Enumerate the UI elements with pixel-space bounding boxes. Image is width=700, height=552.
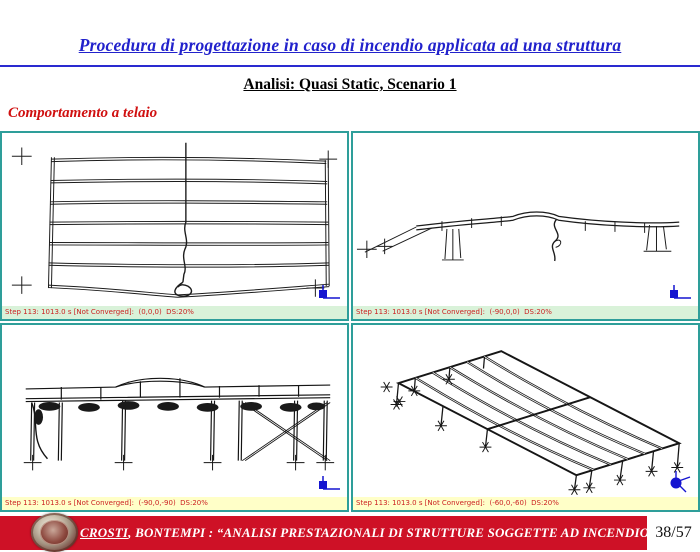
- page-number: 38/57: [655, 524, 692, 541]
- plan-view-drawing-area: [2, 133, 347, 306]
- solver-status-bar: Step 113: 1013.0 s [Not Converged]: (0,0,0) DS:20%: [2, 306, 347, 319]
- viewport-panel-3d: [351, 323, 700, 513]
- slide-footer: [0, 516, 700, 550]
- xy-axis-triad-icon: [316, 282, 342, 304]
- frame-plan-drawing: [2, 133, 347, 306]
- analysis-viewport-grid: [0, 131, 700, 512]
- solver-status-bar: Step 113: 1013.0 s [Not Converged]: (-90,0,-90) DS:20%: [2, 497, 347, 510]
- footer-author: CROSTI: [80, 525, 129, 540]
- xyz-axis-triad-icon: [663, 469, 693, 495]
- slide-title: Procedura di progettazione in caso di incendio applicata ad una struttura: [78, 35, 622, 55]
- isometric-drawing-area: [353, 325, 698, 498]
- footer-credit-text: [80, 516, 656, 550]
- xy-axis-triad-icon: [667, 282, 693, 304]
- title-divider-line: [0, 65, 700, 67]
- footer-credit-rest: , BONTEMPI : “ANALISI PRESTAZIONALI DI STRUTTURE SOGGETTE AD INCENDIO”: [128, 525, 656, 540]
- section-label: Comportamento a telaio: [8, 105, 158, 121]
- university-seal-logo: [31, 513, 78, 552]
- elevation-side-drawing-area: [2, 325, 347, 498]
- viewport-panel-elevation-front: [351, 131, 700, 321]
- frame-elevation-drawing: [353, 133, 698, 306]
- solver-status-bar: Step 113: 1013.0 s [Not Converged]: (-90,0,0) DS:20%: [353, 306, 698, 319]
- viewport-panel-elevation-side: [0, 323, 349, 513]
- viewport-panel-plan: [0, 131, 349, 321]
- seal-emblem: [40, 520, 68, 545]
- solver-status-bar: Step 113: 1013.0 s [Not Converged]: (-60,0,-60) DS:20%: [353, 497, 698, 510]
- frame-elevation-hinges-drawing: [2, 325, 347, 498]
- footer-credit-bar: [0, 516, 656, 550]
- roof-grillage-3d-drawing: [353, 325, 698, 498]
- elevation-front-drawing-area: [353, 133, 698, 306]
- xy-axis-triad-icon: [316, 473, 342, 495]
- analysis-subtitle: Analisi: Quasi Static, Scenario 1: [243, 76, 457, 93]
